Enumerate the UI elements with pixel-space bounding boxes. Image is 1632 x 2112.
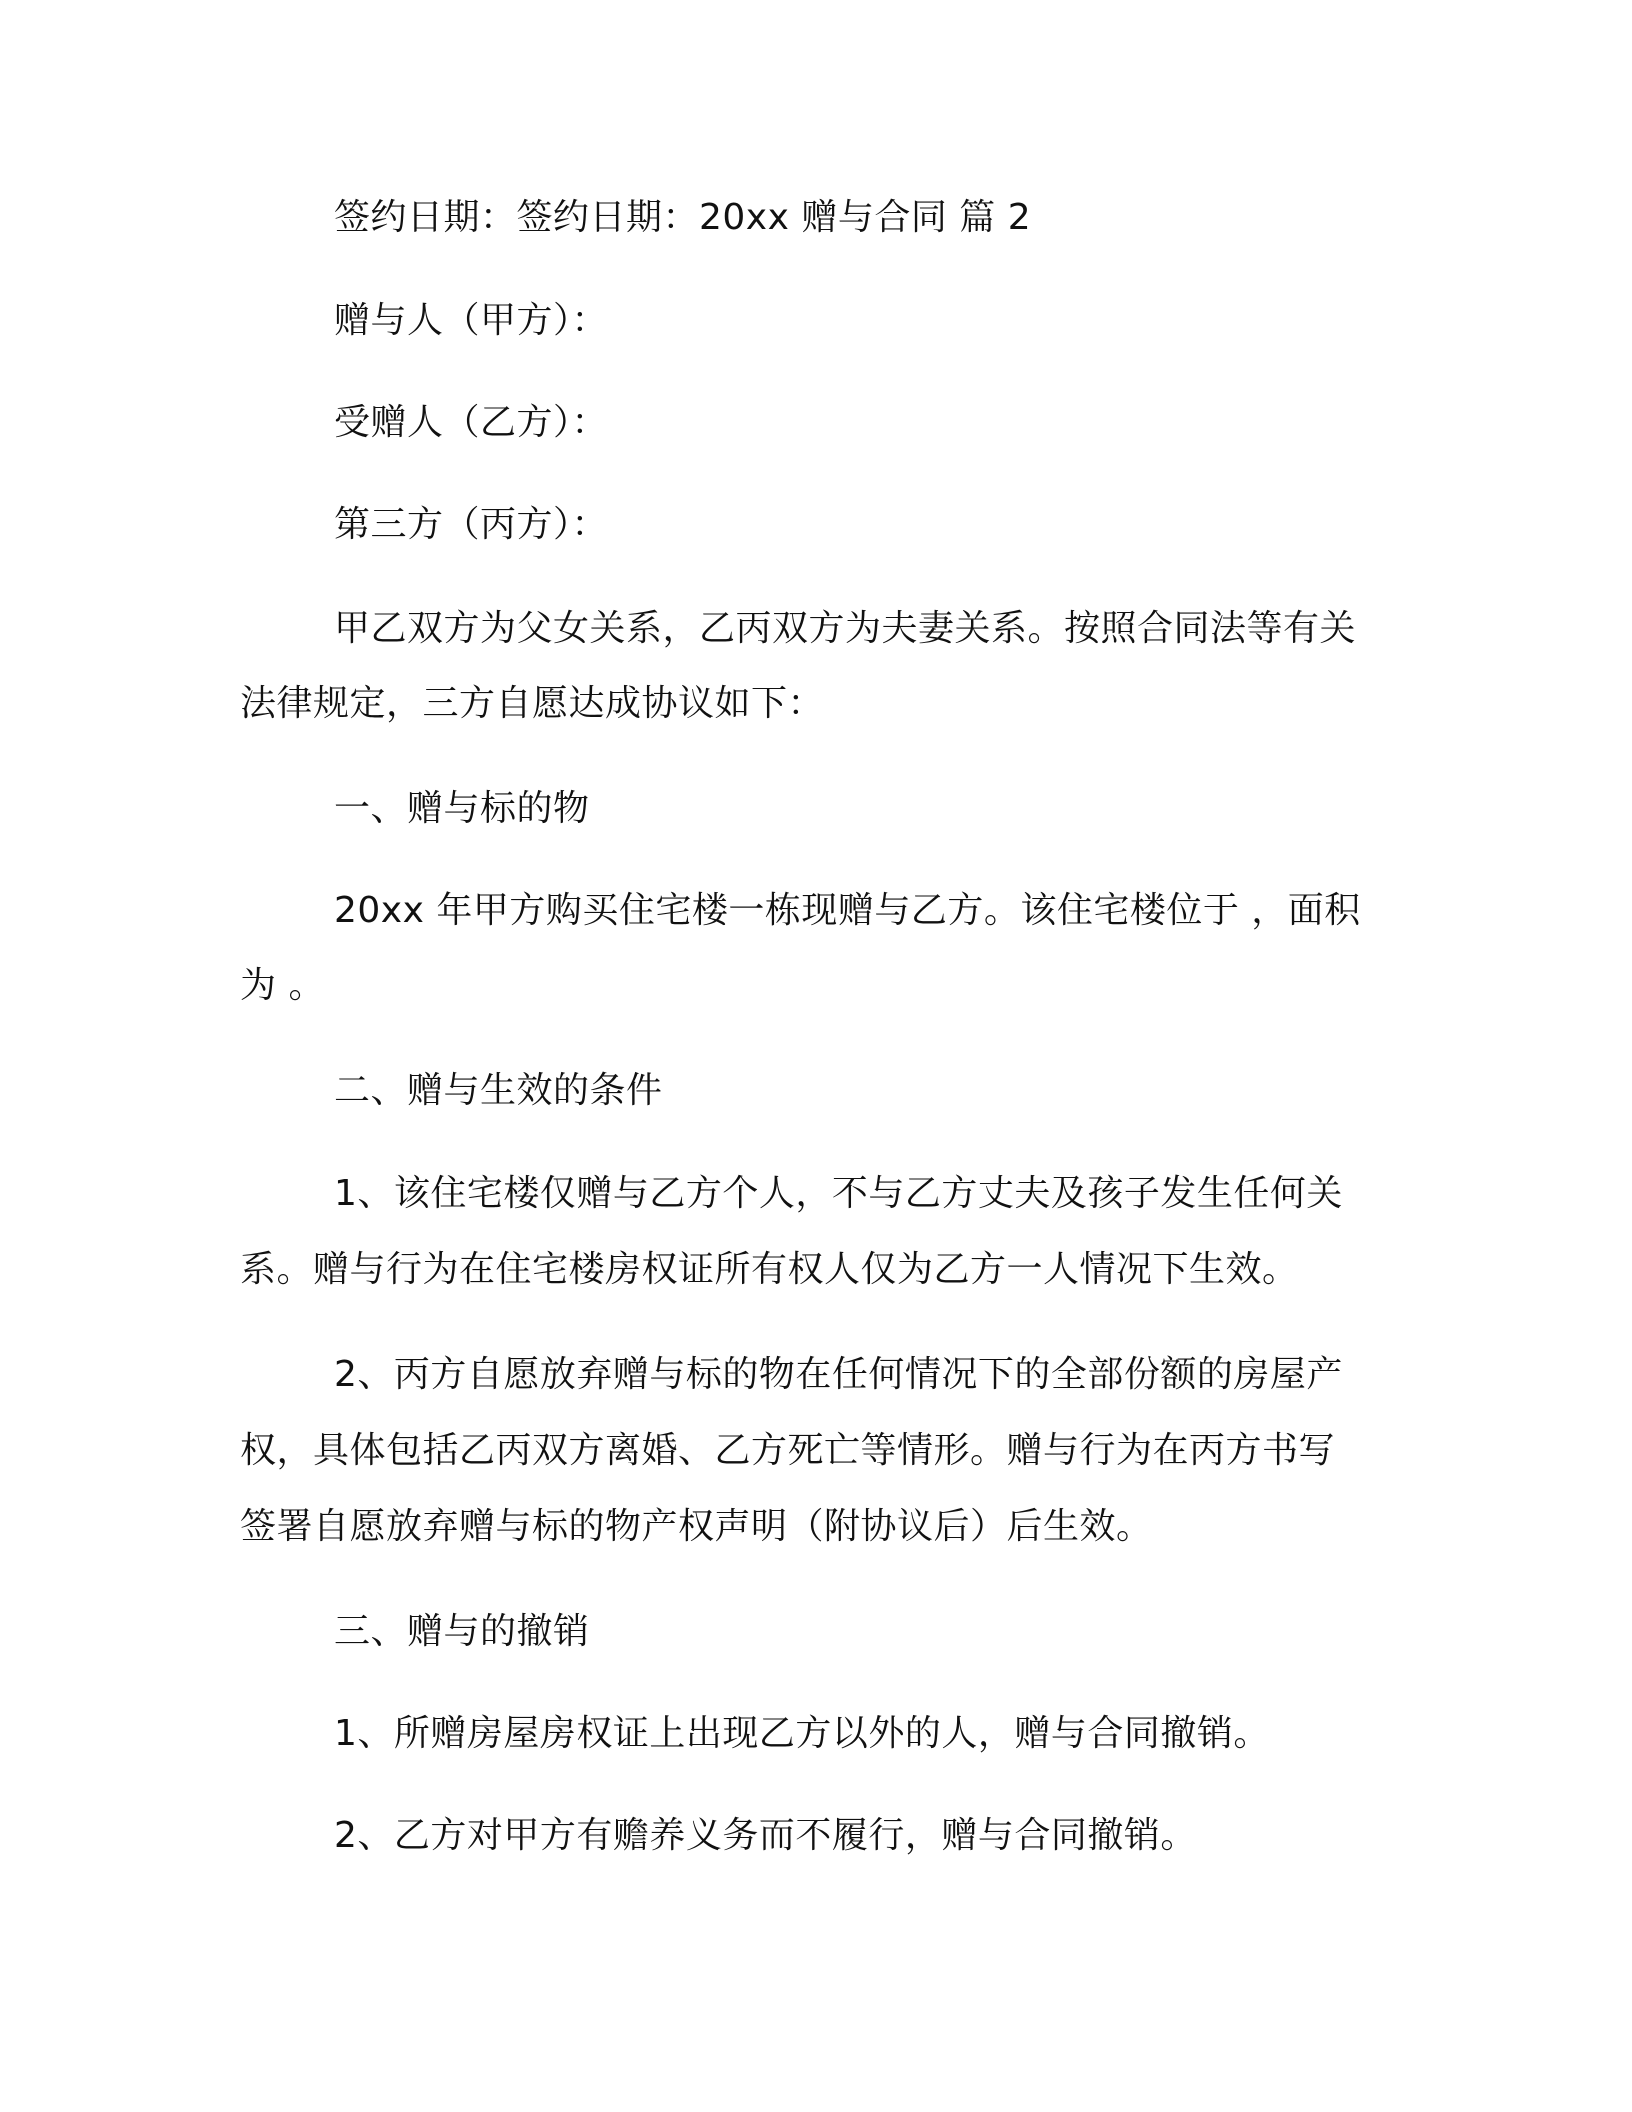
donee-party-line: 受赠人（乙方）： xyxy=(334,402,609,443)
donor-party-line: 赠与人（甲方）： xyxy=(334,300,609,341)
condition-1-line-2: 系。赠与行为在住宅楼房权证所有权人仅为乙方一人情况下生效。 xyxy=(240,1249,1299,1290)
section-heading-3: 三、赠与的撤销 xyxy=(334,1611,590,1652)
condition-1-line-1: 1、该住宅楼仅赠与乙方个人，不与乙方丈夫及孩子发生任何关 xyxy=(334,1173,1343,1214)
condition-2-line-1: 2、丙方自愿放弃赠与标的物在任何情况下的全部份额的房屋产 xyxy=(334,1354,1343,1395)
condition-2-line-3: 签署自愿放弃赠与标的物产权声明（附协议后）后生效。 xyxy=(240,1506,1153,1547)
gift-object-paragraph-line-2: 为 。 xyxy=(240,965,325,1006)
intro-paragraph-line-2: 法律规定，三方自愿达成协议如下： xyxy=(240,683,825,724)
section-heading-2: 二、赠与生效的条件 xyxy=(334,1070,663,1111)
revocation-2-line: 2、乙方对甲方有赡养义务而不履行，赠与合同撤销。 xyxy=(334,1815,1197,1856)
revocation-1-line: 1、所赠房屋房权证上出现乙方以外的人，赠与合同撤销。 xyxy=(334,1713,1270,1754)
condition-2-line-2: 权，具体包括乙丙双方离婚、乙方死亡等情形。赠与行为在丙方书写 xyxy=(240,1430,1336,1471)
third-party-line: 第三方（丙方）： xyxy=(334,504,609,545)
intro-paragraph-line-1: 甲乙双方为父女关系，乙丙双方为夫妻关系。按照合同法等有关 xyxy=(334,608,1357,649)
signing-date-line: 签约日期：签约日期：20xx 赠与合同 篇 2 xyxy=(334,197,1032,238)
section-heading-1: 一、赠与标的物 xyxy=(334,788,590,829)
gift-object-paragraph-line-1: 20xx 年甲方购买住宅楼一栋现赠与乙方。该住宅楼位于 ，面积 xyxy=(334,890,1361,931)
